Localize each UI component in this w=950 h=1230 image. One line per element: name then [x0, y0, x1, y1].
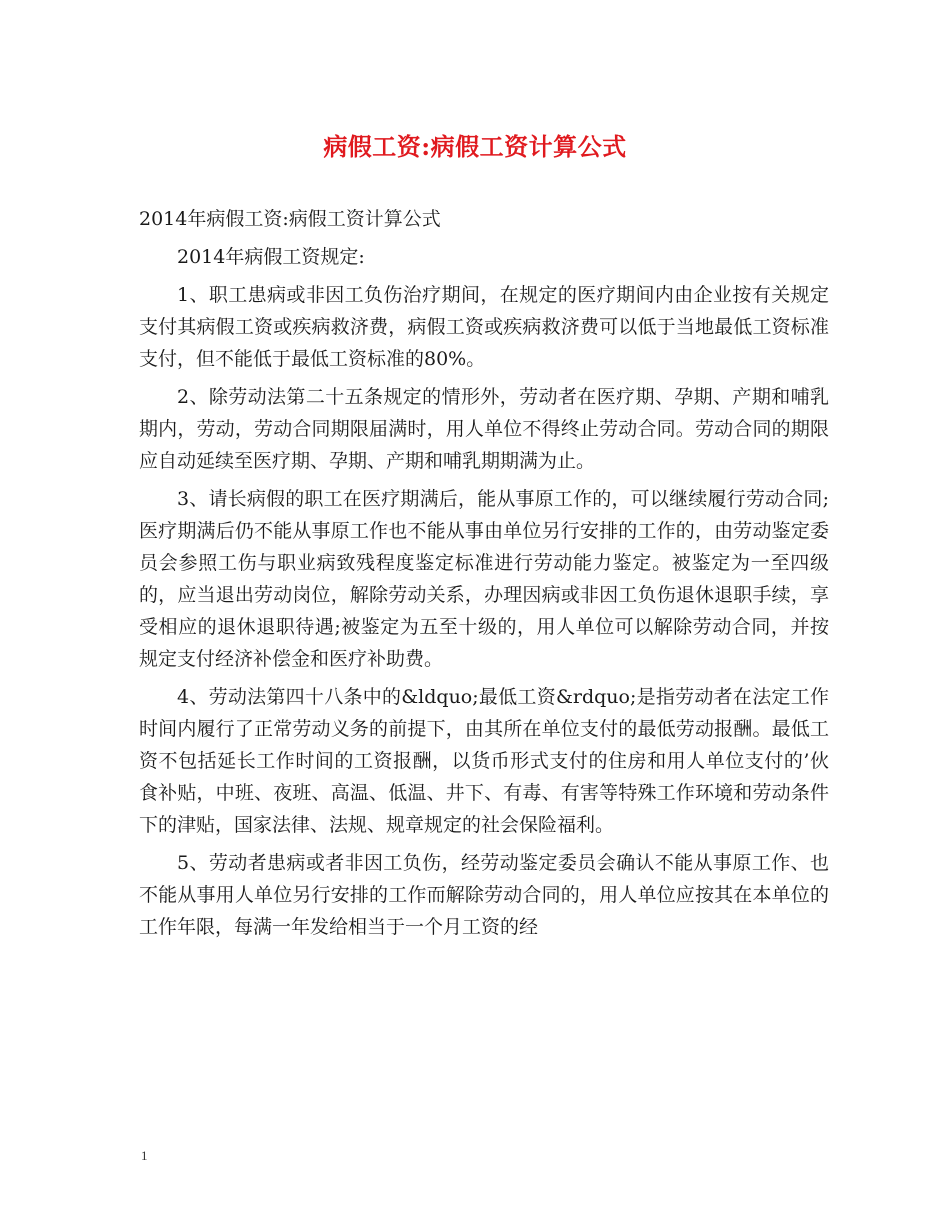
- paragraph-item-2: 2、除劳动法第二十五条规定的情形外，劳动者在医疗期、孕期、产期和哺乳期内，劳动，劳动合同期限届满时，用人单位不得终止劳动合同。劳动合同的期限应自动延续至医疗期、孕期、产期和哺乳期期满为止。: [139, 386, 829, 472]
- paragraph-item-4: 4、劳动法第四十八条中的&ldquo;最低工资&rdquo;是指劳动者在法定工作时间内履行了正常劳动义务的前提下，由其所在单位支付的最低劳动报酬。最低工资不包括延长工作时间的工资报酬，以货币形式支付的住房和用人单位支付的’伙食补贴，中班、夜班、高温、低温、井下、有毒、有害等特殊工作环境和劳动条件下的津贴，国家法律、法规、规章规定的社会保险福利。: [139, 686, 829, 836]
- paragraph-heading: 2014年病假工资:病假工资计算公式: [139, 208, 441, 230]
- page-number: 1: [141, 1148, 148, 1163]
- paragraph-item-1: 1、职工患病或非因工负伤治疗期间，在规定的医疗期间内由企业按有关规定支付其病假工资或疾病救济费，病假工资或疾病救济费可以低于当地最低工资标准支付，但不能低于最低工资标准的80%。: [139, 284, 829, 370]
- paragraph-rules-intro: 2014年病假工资规定:: [177, 246, 365, 268]
- document-title: 病假工资:病假工资计算公式: [323, 132, 627, 161]
- document-body: [139, 203, 829, 949]
- paragraph-item-5: 5、劳动者患病或者非因工负伤，经劳动鉴定委员会确认不能从事原工作、也不能从事用人单位另行安排的工作而解除劳动合同的，用人单位应按其在本单位的工作年限，每满一年发给相当于一个月工资的经: [139, 852, 829, 938]
- paragraph-item-3: 3、请长病假的职工在医疗期满后，能从事原工作的，可以继续履行劳动合同;医疗期满后仍不能从事原工作也不能从事由单位另行安排的工作的，由劳动鉴定委员会参照工伤与职业病致残程度鉴定标准进行劳动能力鉴定。被鉴定为一至四级的，应当退出劳动岗位，解除劳动关系，办理因病或非因工负伤退休退职手续，享受相应的退休退职待遇;被鉴定为五至十级的，用人单位可以解除劳动合同，并按规定支付经济补偿金和医疗补助费。: [139, 488, 829, 670]
